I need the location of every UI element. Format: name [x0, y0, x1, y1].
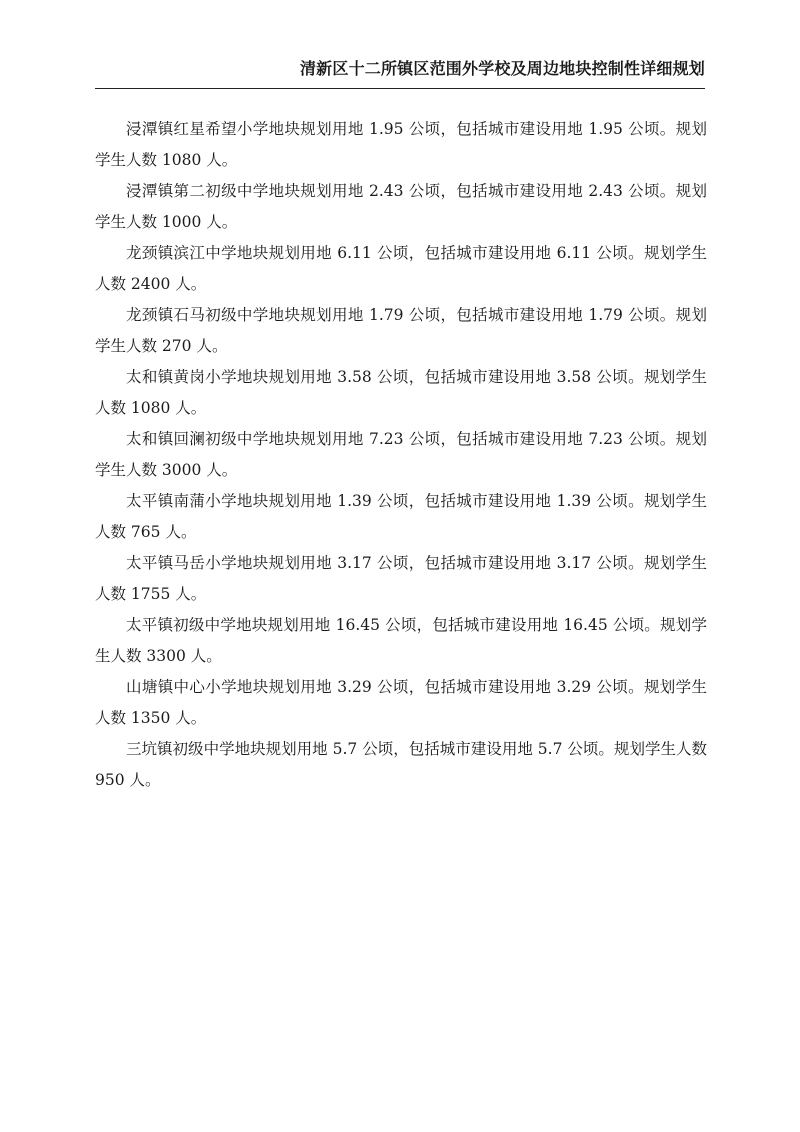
paragraph: 龙颈镇滨江中学地块规划用地 6.11 公顷，包括城市建设用地 6.11 公顷。规划学生人数 2400 人。: [95, 244, 707, 293]
paragraph: 浸潭镇第二初级中学地块规划用地 2.43 公顷，包括城市建设用地 2.43 公顷。规划学生人数 1000 人。: [95, 182, 707, 231]
paragraph: 龙颈镇石马初级中学地块规划用地 1.79 公顷，包括城市建设用地 1.79 公顷。规划学生人数 270 人。: [95, 306, 707, 355]
paragraph: 太平镇马岳小学地块规划用地 3.17 公顷，包括城市建设用地 3.17 公顷。规划学生人数 1755 人。: [95, 554, 707, 603]
paragraph: 浸潭镇红星希望小学地块规划用地 1.95 公顷，包括城市建设用地 1.95 公顷。规划学生人数 1080 人。: [95, 120, 707, 169]
page-header: [95, 56, 705, 89]
paragraph: 太和镇黄岗小学地块规划用地 3.58 公顷，包括城市建设用地 3.58 公顷。规划学生人数 1080 人。: [95, 368, 707, 417]
paragraph: 三坑镇初级中学地块规划用地 5.7 公顷，包括城市建设用地 5.7 公顷。规划学生人数 950 人。: [95, 740, 707, 789]
paragraph: 太平镇初级中学地块规划用地 16.45 公顷，包括城市建设用地 16.45 公顷。规划学生人数 3300 人。: [95, 616, 707, 665]
paragraph: 太和镇回澜初级中学地块规划用地 7.23 公顷，包括城市建设用地 7.23 公顷。规划学生人数 3000 人。: [95, 430, 707, 479]
page-header-title: 清新区十二所镇区范围外学校及周边地块控制性详细规划: [299, 59, 705, 78]
document-body: [95, 114, 707, 796]
paragraph: 山塘镇中心小学地块规划用地 3.29 公顷，包括城市建设用地 3.29 公顷。规划学生人数 1350 人。: [95, 678, 707, 727]
paragraph: 太平镇南蒲小学地块规划用地 1.39 公顷，包括城市建设用地 1.39 公顷。规划学生人数 765 人。: [95, 492, 707, 541]
